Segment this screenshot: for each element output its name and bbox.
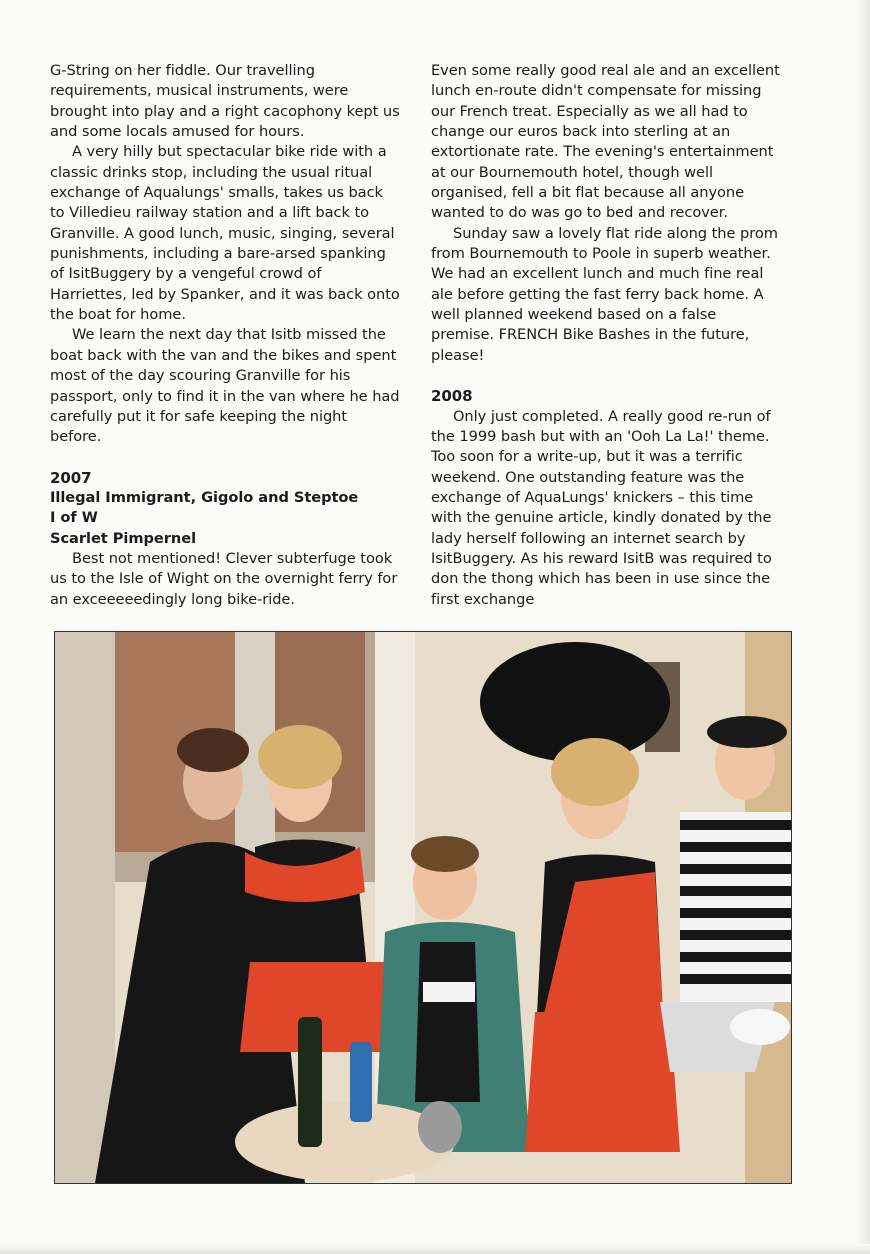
spacer [50, 448, 402, 468]
person-hair [258, 725, 342, 789]
person-apron [423, 982, 475, 1002]
champagne-bottle [298, 1017, 322, 1147]
paragraph: A very hilly but spectacular bike ride with a classic drinks stop, including the usual ritual exchange of Aqualungs' smalls, takes us back to Villedieu railway station and a lift back to Granville. A good lunch, music, singing, several punishments, including a bare-arsed spanking of IsitBuggery by a vengeful crowd of Harriettes, led by Spanker, and it was back onto the boat for home. [50, 143, 400, 324]
white-mug [730, 1009, 790, 1045]
paragraph: G-String on her fiddle. Our travelling requirements, musical instruments, were brought into play and a right cacophony kept us and some locals amused for hours. [50, 62, 400, 141]
paragraph: Only just completed. A really good re-run of the 1999 bash but with an 'Ooh La La!' theme. Too soon for a write-up, but it was a terrific weekend. One outstanding feature was the exchange of AquaLungs' knickers – this time with the genuine article, kindly donated by the lady herself following an internet search by IsitBuggery. As his reward IsitB was required to don the thong which has been in use since the first exchange [431, 407, 772, 608]
silver-bag [418, 1101, 462, 1153]
paragraph: Even some really good real ale and an excellent lunch en-route didn't compensate for missing our French treat. Especially as we all had to change our euros back into sterling at an extortionate rate. The evening's entertainment at our Bournemouth hotel, though well organised, fell a bit flat because all anyone wanted to do was go to bed and recover. [431, 62, 780, 222]
photo-illustration [55, 632, 791, 1183]
section-subheading: Scarlet Pimpernel [50, 529, 197, 547]
spacer [431, 366, 783, 386]
person-red-skirt [525, 1012, 680, 1152]
person-maid-dress [415, 942, 480, 1102]
section-subheading: Illegal Immigrant, Gigolo and Steptoe [50, 488, 359, 506]
water-bottle [350, 1042, 372, 1122]
section-subheading: I of W [50, 509, 98, 527]
person-striped-top [680, 812, 791, 1002]
scan-edge-shadow [856, 0, 870, 1254]
person-hair [551, 738, 639, 806]
paragraph: Best not mentioned! Clever subterfuge took us to the Isle of Wight on the overnight ferry for an exceeeeedingly long bike-ride. [50, 549, 398, 608]
section-year-heading: 2007 [50, 468, 92, 487]
section-year-heading: 2008 [431, 387, 473, 406]
group-photo [54, 631, 792, 1184]
left-text-column [50, 61, 402, 610]
person-hair [177, 728, 249, 772]
paragraph: Sunday saw a lovely flat ride along the prom from Bournemouth to Poole in superb weather. We had an excellent lunch and much fine real ale before getting the fast ferry back home. A well planned weekend based on a false premise. FRENCH Bike Bashes in the future, please! [431, 224, 778, 364]
right-text-column [431, 61, 783, 610]
person-hair [411, 836, 479, 872]
paragraph: We learn the next day that Isitb missed the boat back with the van and the bikes and spent most of the day scouring Granville for his passport, only to find it in the van where he had carefully put it for safe keeping the night before. [50, 326, 400, 446]
scan-edge-shadow-bottom [0, 1244, 870, 1254]
person-beret [707, 716, 787, 748]
door-frame [55, 632, 115, 1183]
